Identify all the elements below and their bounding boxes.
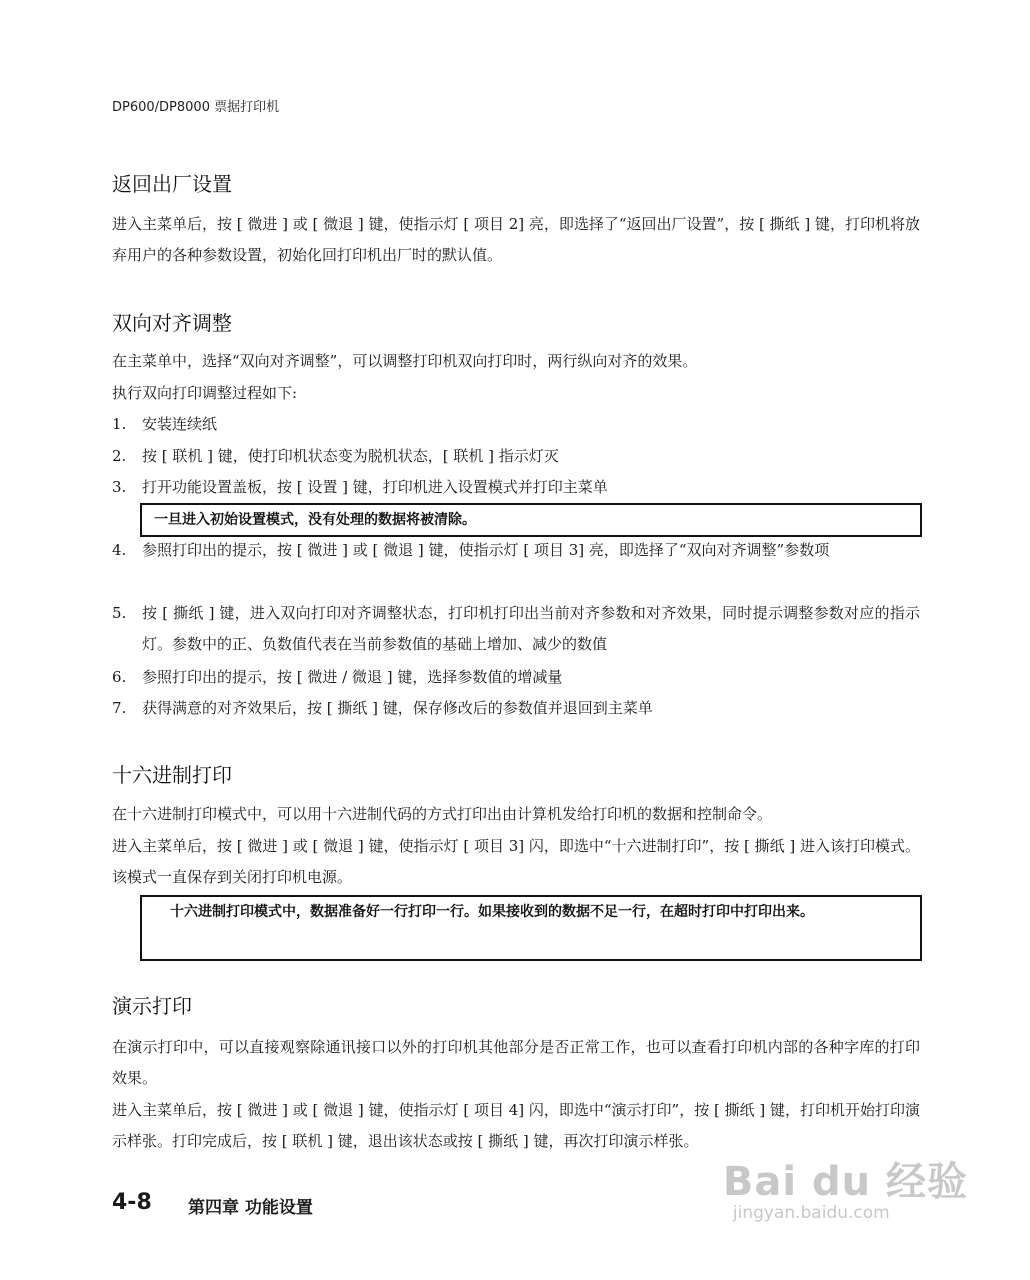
- list-item-number: 1.: [112, 415, 127, 433]
- hex-print-note: 十六进制打印模式中，数据准备好一行打印一行。如果接收到的数据不足一行，在超时打印中打印出来。: [140, 895, 922, 961]
- list-item-text: 参照打印出的提示，按 [ 微进 / 微退 ] 键，选择参数值的增减量: [142, 668, 563, 686]
- page-header: DP600/DP8000 票据打印机: [112, 100, 280, 115]
- list-item-text: 获得满意的对齐效果后，按 [ 撕纸 ] 键，保存修改后的参数值并退回到主菜单: [142, 699, 653, 717]
- watermark-url: jingyan.baidu.com: [732, 1203, 890, 1223]
- list-item-number: 7.: [112, 699, 127, 717]
- list-item: [112, 662, 920, 693]
- list-item: [112, 409, 920, 440]
- alignment-intro-paragraph: 在主菜单中，选择“双向对齐调整”，可以调整打印机双向打印时，两行纵向对齐的效果。: [112, 352, 698, 370]
- baidu-watermark: [723, 1150, 968, 1223]
- list-item: [112, 598, 920, 660]
- list-item: [112, 535, 920, 566]
- alignment-procedure-intro: 执行双向打印调整过程如下:: [112, 384, 298, 402]
- list-item-number: 3.: [112, 478, 127, 496]
- section-title-bidirectional-alignment: 双向对齐调整: [112, 311, 232, 335]
- list-item: [112, 693, 920, 724]
- list-item-number: 6.: [112, 668, 127, 686]
- list-item-number: 5.: [112, 604, 127, 622]
- section-title-hex-print: 十六进制打印: [112, 763, 232, 787]
- demo-print-procedure-paragraph: 进入主菜单后，按 [ 微进 ] 或 [ 微退 ] 键，使指示灯 [ 项目 4] 闪，即选中“演示打印”，按 [ 撕纸 ] 键，打印机开始打印演示样张。打印完成后，按 [ 联机 ] 键，退出该状态或按 [ 撕纸 ] 键，再次打印演示样张。: [112, 1101, 920, 1150]
- list-item-text: 按 [ 联机 ] 键，使打印机状态变为脱机状态，[ 联机 ] 指示灯灭: [142, 447, 559, 465]
- list-item-text: 安装连续纸: [142, 415, 218, 433]
- list-item-text: 按 [ 撕纸 ] 键，进入双向打印对齐调整状态，打印机打印出当前对齐参数和对齐效果，同时提示调整参数对应的指示灯。参数中的正、负数值代表在当前参数值的基础上增加、减少的数值: [142, 604, 920, 653]
- list-item: [112, 472, 920, 503]
- factory-reset-paragraph: 进入主菜单后，按 [ 微进 ] 或 [ 微退 ] 键，使指示灯 [ 项目 2] 亮，即选择了“返回出厂设置”，按 [ 撕纸 ] 键，打印机将放弃用户的各种参数设置，初始化回打印机出厂时的默认值。: [112, 215, 920, 264]
- list-item: [112, 441, 920, 472]
- hex-print-intro-paragraph: 在十六进制打印模式中，可以用十六进制代码的方式打印出由计算机发给打印机的数据和控制命令。: [112, 805, 773, 823]
- section-title-demo-print: 演示打印: [112, 994, 192, 1018]
- list-item-number: 4.: [112, 541, 127, 559]
- section-title-factory-reset: 返回出厂设置: [112, 172, 232, 196]
- baidu-logo: Bai du 经验: [722, 1159, 968, 1205]
- warning-note-initial-setup: 一旦进入初始设置模式，没有处理的数据将被清除。: [140, 503, 922, 537]
- page-number: 4-8: [112, 1190, 152, 1215]
- list-item-number: 2.: [112, 447, 127, 465]
- demo-print-intro-paragraph: 在演示打印中，可以直接观察除通讯接口以外的打印机其他部分是否正常工作，也可以查看打印机内部的各种字库的打印效果。: [112, 1038, 920, 1087]
- list-item-text: 参照打印出的提示，按 [ 微进 ] 或 [ 微退 ] 键，使指示灯 [ 项目 3] 亮，即选择了“双向对齐调整”参数项: [142, 541, 830, 559]
- chapter-title: 第四章 功能设置: [188, 1198, 313, 1218]
- hex-print-procedure-paragraph: 进入主菜单后，按 [ 微进 ] 或 [ 微退 ] 键，使指示灯 [ 项目 3] 闪，即选中“十六进制打印”，按 [ 撕纸 ] 进入该打印模式。该模式一直保存到关闭打印机电源。: [112, 837, 920, 886]
- list-item-text: 打开功能设置盖板，按 [ 设置 ] 键，打印机进入设置模式并打印主菜单: [142, 478, 608, 496]
